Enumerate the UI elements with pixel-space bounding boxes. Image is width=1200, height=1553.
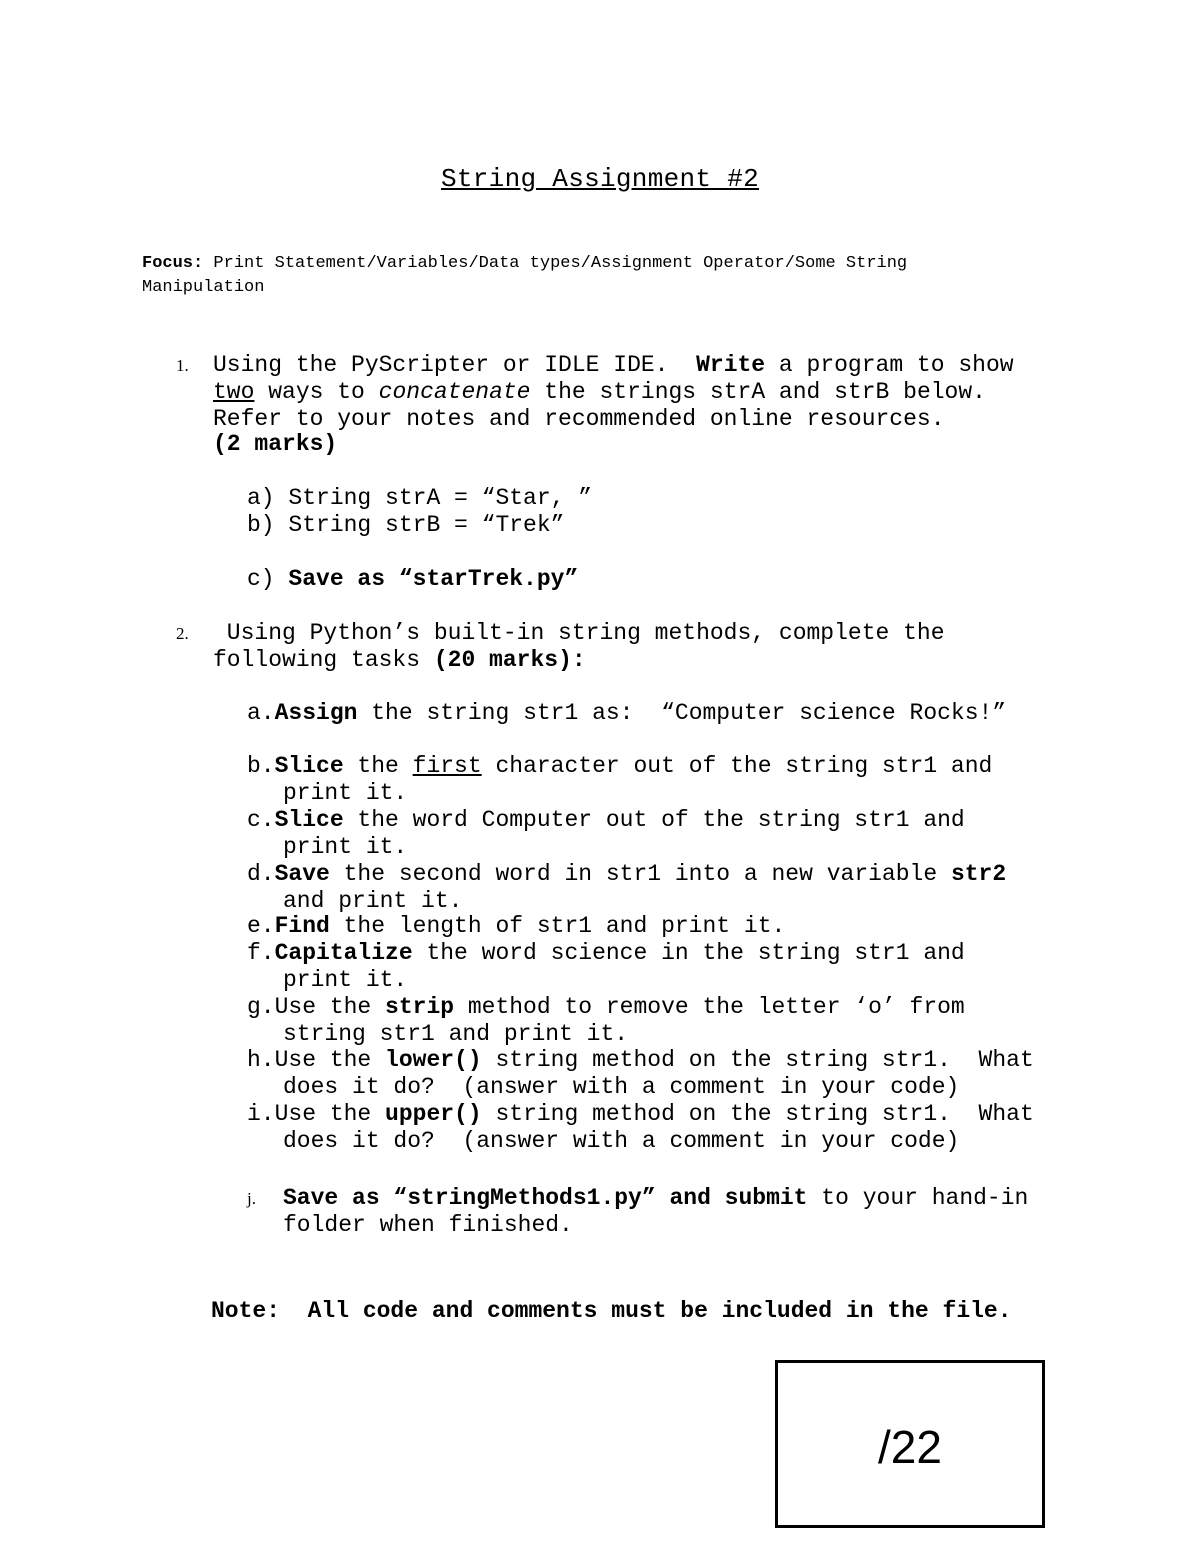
q2-task-i <box>247 1101 1034 1128</box>
task-text: method to remove the letter ‘o’ from <box>454 994 965 1020</box>
q1-item-c-label: c) <box>247 566 275 592</box>
q1-two: two <box>213 379 255 405</box>
q1-line-3: Refer to your notes and recommended online resources. <box>213 406 945 432</box>
task-text: the word science in the string str1 and <box>412 940 965 966</box>
q2-task-g <box>247 994 965 1021</box>
q2-task-b-cont: print it. <box>283 780 408 806</box>
q2-task-g-cont: string str1 and print it. <box>283 1021 629 1047</box>
focus-label: Focus: <box>142 254 204 273</box>
task-label: d. <box>247 861 275 887</box>
q1-item-b <box>247 512 564 539</box>
q2-line-1: Using Python’s built-in string methods, complete the <box>213 620 945 646</box>
score-box <box>775 1360 1045 1528</box>
task-underline: first <box>412 753 482 779</box>
task-keyword: Slice <box>274 753 344 779</box>
task-keyword: upper() <box>385 1101 482 1127</box>
q2-line-2 <box>213 647 586 674</box>
q2-task-d-cont: and print it. <box>283 888 463 914</box>
q1-write: Write <box>696 352 766 378</box>
task-text: the length of str1 and print it. <box>329 913 786 939</box>
task-keyword: Capitalize <box>274 940 413 966</box>
task-keyword: Save as “stringMethods1.py” and submit <box>283 1185 808 1211</box>
focus-text: Print Statement/Variables/Data types/Assignment Operator/Some String Manipulation <box>142 254 908 297</box>
q2-task-j <box>283 1185 1028 1212</box>
q2-task-e <box>247 913 785 940</box>
task-keyword: Save <box>274 861 330 887</box>
page-title: String Assignment #2 <box>440 164 760 194</box>
task-keyword: strip <box>385 994 455 1020</box>
score-total: /22 <box>878 1421 942 1473</box>
q2-text: following tasks <box>213 647 434 673</box>
q2-task-f-cont: print it. <box>283 967 408 993</box>
note: Note: All code and comments must be included in the file. <box>211 1298 1012 1324</box>
q2-task-c-cont: print it. <box>283 834 408 860</box>
q1-number: 1. <box>176 356 189 375</box>
task-text: the <box>343 753 413 779</box>
task-text: string method on the string str1. What <box>481 1101 1034 1127</box>
q2-task-j-cont: folder when finished. <box>283 1212 573 1238</box>
task-label: b. <box>247 753 275 779</box>
q1-text: Using the PyScripter or IDLE IDE. <box>213 352 697 378</box>
q2-task-c <box>247 807 965 834</box>
task-keyword: Find <box>274 913 330 939</box>
task-label: g. <box>247 994 275 1020</box>
q1-line-2 <box>213 379 986 406</box>
q1-text-3: ways to <box>254 379 379 405</box>
q2-number: 2. <box>176 624 189 643</box>
task-text: to your hand-in <box>807 1185 1029 1211</box>
task-text: the second word in str1 into a new variable <box>329 861 951 887</box>
task-label: i. <box>247 1101 275 1127</box>
task-keyword: Assign <box>274 700 358 726</box>
task-label: a. <box>247 700 275 726</box>
q2-task-j-label: j. <box>247 1189 256 1208</box>
focus-statement <box>142 252 972 300</box>
q2-task-d <box>247 861 1006 888</box>
q1-item-a-text: String strA = “Star, ” <box>288 485 593 511</box>
q1-item-c-text: Save as “starTrek.py” <box>288 566 579 592</box>
q2-task-b <box>247 753 992 780</box>
q1-item-c <box>247 566 578 593</box>
task-text: Use the <box>274 994 386 1020</box>
q2-task-h <box>247 1047 1034 1074</box>
q2-marks: (20 marks): <box>433 647 586 673</box>
q1-item-b-text: String strB = “Trek” <box>288 512 565 538</box>
q2-task-i-cont: does it do? (answer with a comment in your code) <box>283 1128 960 1154</box>
task-text: character out of the string str1 and <box>481 753 993 779</box>
q1-line-1 <box>213 352 1014 379</box>
q1-item-a <box>247 485 592 512</box>
q1-marks-text: (2 marks) <box>213 431 338 457</box>
q2-task-h-cont: does it do? (answer with a comment in your code) <box>283 1074 960 1100</box>
task-text: Use the <box>274 1101 386 1127</box>
task-label: c. <box>247 807 275 833</box>
task-text: string method on the string str1. What <box>481 1047 1034 1073</box>
task-keyword-2: str2 <box>950 861 1007 887</box>
task-text: Use the <box>274 1047 386 1073</box>
q1-text-2: a program to show <box>765 352 1014 378</box>
q1-item-a-label: a) <box>247 485 275 511</box>
task-keyword: Slice <box>274 807 344 833</box>
q1-text-4: the strings strA and strB below. <box>530 379 986 405</box>
q2-task-f <box>247 940 965 967</box>
task-label: e. <box>247 913 275 939</box>
q1-marks <box>213 431 337 458</box>
q2-task-a <box>247 700 1006 727</box>
task-label: f. <box>247 940 275 966</box>
q1-item-b-label: b) <box>247 512 275 538</box>
task-text: the string str1 as: “Computer science Rocks!” <box>357 700 1007 726</box>
q1-concatenate: concatenate <box>378 379 531 405</box>
task-label: h. <box>247 1047 275 1073</box>
task-keyword: lower() <box>385 1047 482 1073</box>
task-text: the word Computer out of the string str1 and <box>343 807 965 833</box>
